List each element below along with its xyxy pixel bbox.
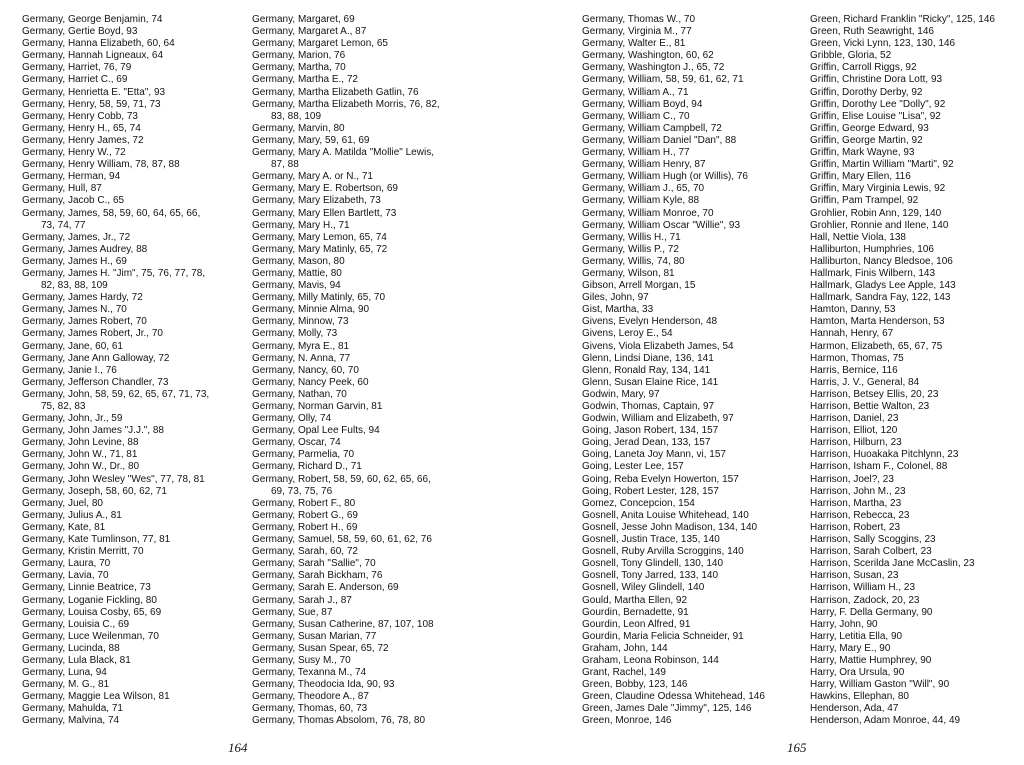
- index-entry: Harry, John, 90: [810, 618, 878, 630]
- index-entry: Gourdin, Maria Felicia Schneider, 91: [582, 630, 744, 642]
- index-entry-continuation: 83, 88, 109: [271, 110, 322, 122]
- index-entry: Germany, Molly, 73: [252, 328, 338, 340]
- index-entry: Germany, Milly Matinly, 65, 70: [252, 292, 386, 304]
- index-entry: Gribble, Gloria, 52: [810, 50, 892, 62]
- index-entry: Germany, Mary H., 71: [252, 219, 350, 231]
- index-entry: Germany, Lavia, 70: [22, 570, 109, 582]
- index-entry: Germany, James Hardy, 72: [22, 292, 143, 304]
- index-entry: Harry, Letitia Ella, 90: [810, 630, 903, 642]
- index-entry: Harrison, Huoakaka Pitchlynn, 23: [810, 449, 959, 461]
- index-entry: Grohlier, Robin Ann, 129, 140: [810, 207, 942, 219]
- index-entry: Halliburton, Nancy Bledsoe, 106: [810, 255, 953, 267]
- index-entry: Germany, William Boyd, 94: [582, 98, 703, 110]
- index-entry: Grant, Rachel, 149: [582, 667, 666, 679]
- index-entry: Harmon, Thomas, 75: [810, 352, 904, 364]
- index-entry: Germany, Henry James, 72: [22, 134, 144, 146]
- index-entry: Germany, Washington J., 65, 72: [582, 62, 725, 74]
- index-entry: Griffin, George Edward, 93: [810, 122, 929, 134]
- index-entry: Germany, Maggie Lea Wilson, 81: [22, 691, 170, 703]
- index-entry: Germany, James Robert, 70: [22, 316, 147, 328]
- index-entry: Germany, Wilson, 81: [582, 267, 675, 279]
- index-entry: Germany, Marvin, 80: [252, 122, 345, 134]
- index-entry: Germany, William H., 77: [582, 147, 690, 159]
- index-entry: Green, Vicki Lynn, 123, 130, 146: [810, 38, 956, 50]
- index-entry: Germany, Janie I., 76: [22, 364, 117, 376]
- index-entry: Going, Lester Lee, 157: [582, 461, 684, 473]
- index-entry: Harrison, Martha, 23: [810, 497, 902, 509]
- index-entry: Germany, Walter E., 81: [582, 38, 686, 50]
- index-entry: Harmon, Elizabeth, 65, 67, 75: [810, 340, 943, 352]
- index-entry: Germany, Thomas, 60, 73: [252, 703, 368, 715]
- index-entry: Germany, Parmelia, 70: [252, 449, 355, 461]
- index-entry-continuation: 73, 74, 77: [41, 219, 86, 231]
- index-entry: Germany, Linnie Beatrice, 73: [22, 582, 151, 594]
- index-entry: Givens, Leroy E., 54: [582, 328, 673, 340]
- index-entry: Hall, Nettie Viola, 138: [810, 231, 906, 243]
- index-entry: Germany, Margaret A., 87: [252, 26, 367, 38]
- index-entry: Griffin, Pam Trampel, 92: [810, 195, 919, 207]
- index-entry: Harrison, Betsey Ellis, 20, 23: [810, 388, 939, 400]
- index-entry: Green, Monroe, 146: [582, 715, 672, 727]
- index-entry-continuation: 69, 73, 75, 76: [271, 485, 333, 497]
- index-entry: Germany, Texanna M., 74: [252, 667, 367, 679]
- index-entry: Grohlier, Ronnie and Ilene, 140: [810, 219, 949, 231]
- index-entry: Going, Jerad Dean, 133, 157: [582, 437, 711, 449]
- index-entry: Germany, Hanna Elizabeth, 60, 64: [22, 38, 175, 50]
- index-entry: Germany, Nathan, 70: [252, 388, 347, 400]
- index-column-1: [22, 14, 258, 728]
- index-entry: Going, Robert Lester, 128, 157: [582, 485, 719, 497]
- index-entry: Germany, William Henry, 87: [582, 159, 706, 171]
- index-entry: Germany, Myra E., 81: [252, 340, 350, 352]
- index-entry: Germany, Henry Cobb, 73: [22, 110, 138, 122]
- index-entry: Germany, Luce Weilenman, 70: [22, 630, 159, 642]
- index-entry: Germany, Henry W., 72: [22, 147, 126, 159]
- index-entry: Harris, J. V., General, 84: [810, 376, 920, 388]
- index-entry: Griffin, Mary Ellen, 116: [810, 171, 911, 183]
- index-entry: Hallmark, Sandra Fay, 122, 143: [810, 292, 951, 304]
- index-entry: Green, Claudine Odessa Whitehead, 146: [582, 691, 765, 703]
- index-entry: Germany, Margaret, 69: [252, 14, 355, 25]
- index-entry: Germany, John W., 71, 81: [22, 449, 138, 461]
- index-entry: Harrison, Rebecca, 23: [810, 509, 910, 521]
- index-entry: Germany, John James "J.J.", 88: [22, 425, 164, 437]
- index-entry: Germany, James H., 69: [22, 255, 127, 267]
- index-entry: Gourdin, Bernadette, 91: [582, 606, 689, 618]
- index-entry: Germany, James, Jr., 72: [22, 231, 131, 243]
- index-entry: Germany, Oscar, 74: [252, 437, 341, 449]
- index-entry: Germany, William Monroe, 70: [582, 207, 714, 219]
- index-entry: Gosnell, Ruby Arvilla Scroggins, 140: [582, 546, 744, 558]
- index-entry: Germany, John Wesley "Wes", 77, 78, 81: [22, 473, 205, 485]
- index-entry: Germany, Mary, 59, 61, 69: [252, 134, 370, 146]
- index-entry: Germany, Loganie Fickling, 80: [22, 594, 157, 606]
- index-entry: Harrison, John M., 23: [810, 485, 906, 497]
- index-entry: Harry, Mattie Humphrey, 90: [810, 654, 932, 666]
- index-entry: Germany, Henrietta E. "Etta", 93: [22, 86, 166, 98]
- index-entry: Germany, Mavis, 94: [252, 280, 341, 292]
- index-entry: Harrison, Zadock, 20, 23: [810, 594, 920, 606]
- index-entry: Germany, Mattie, 80: [252, 267, 342, 279]
- index-entry: Germany, John Levine, 88: [22, 437, 139, 449]
- index-entry: Glenn, Susan Elaine Rice, 141: [582, 376, 719, 388]
- index-entry: Germany, Jane, 60, 61: [22, 340, 123, 352]
- index-entry: Germany, James Robert, Jr., 70: [22, 328, 163, 340]
- index-entry: Harrison, Isham F., Colonel, 88: [810, 461, 948, 473]
- index-entry-continuation: 87, 88: [271, 159, 299, 171]
- index-entry: Germany, Willis H., 71: [582, 231, 681, 243]
- index-entry: Germany, John W., Dr., 80: [22, 461, 140, 473]
- index-entry: Going, Reba Evelyn Howerton, 157: [582, 473, 739, 485]
- index-entry: Germany, Joseph, 58, 60, 62, 71: [22, 485, 167, 497]
- index-entry: Germany, Mary Matinly, 65, 72: [252, 243, 388, 255]
- index-entry: Harrison, Sarah Colbert, 23: [810, 546, 932, 558]
- index-entry: Germany, Kristin Merritt, 70: [22, 546, 144, 558]
- index-entry: Harrison, Daniel, 23: [810, 413, 899, 425]
- index-entry: Glenn, Ronald Ray, 134, 141: [582, 364, 711, 376]
- index-entry: Germany, Margaret Lemon, 65: [252, 38, 388, 50]
- index-column-4: [810, 14, 1022, 728]
- index-entry-continuation: 82, 83, 88, 109: [41, 280, 108, 292]
- index-entry: Germany, Julius A., 81: [22, 509, 122, 521]
- index-entry: Germany, Norman Garvin, 81: [252, 401, 383, 412]
- index-entry: Germany, William, 58, 59, 61, 62, 71: [582, 74, 744, 86]
- page-number-left: 164: [228, 740, 248, 755]
- index-entry: Griffin, Mary Virginia Lewis, 92: [810, 183, 946, 195]
- index-entry: Griffin, Mark Wayne, 93: [810, 147, 915, 159]
- index-entry: Hamton, Danny, 53: [810, 304, 896, 316]
- index-entry: Germany, Robert G., 69: [252, 509, 358, 521]
- index-entry: Harrison, Robert, 23: [810, 521, 901, 533]
- index-entry: Germany, Mary Lemon, 65, 74: [252, 231, 387, 243]
- index-entry: Germany, Minnie Alma, 90: [252, 304, 370, 316]
- index-entry: Graham, John, 144: [582, 642, 668, 654]
- index-entry: Griffin, Dorothy Lee "Dolly", 92: [810, 98, 946, 110]
- right-page: [512, 14, 1024, 754]
- index-entry: Germany, Lucinda, 88: [22, 642, 120, 654]
- index-entry: Germany, Kate, 81: [22, 521, 106, 533]
- index-entry-continuation: 75, 82, 83: [41, 401, 86, 412]
- index-entry: Germany, Sarah Bickham, 76: [252, 570, 383, 582]
- index-entry: Godwin, Thomas, Captain, 97: [582, 401, 715, 412]
- index-entry: Germany, Willis, 74, 80: [582, 255, 685, 267]
- index-entry: Germany, Olly, 74: [252, 413, 332, 425]
- index-entry: Hamton, Marta Henderson, 53: [810, 316, 945, 328]
- index-entry: Germany, Harriet C., 69: [22, 74, 128, 86]
- index-entry: Godwin, William and Elizabeth, 97: [582, 413, 734, 425]
- index-entry: Germany, Sarah J., 87: [252, 594, 352, 606]
- index-entry: Griffin, Elise Louise "Lisa", 92: [810, 110, 941, 122]
- index-entry: Germany, Willis P., 72: [582, 243, 679, 255]
- index-entry: Germany, Sarah "Sallie", 70: [252, 558, 376, 570]
- index-entry: Germany, John, 58, 59, 62, 65, 67, 71, 73,: [22, 388, 210, 400]
- index-entry: Germany, William Daniel "Dan", 88: [582, 134, 737, 146]
- index-entry: Hallmark, Finis Wilbern, 143: [810, 267, 936, 279]
- index-entry: Germany, Harriet, 76, 79: [22, 62, 132, 74]
- index-entry: Harris, Bernice, 116: [810, 364, 898, 376]
- index-entry: Germany, Susy M., 70: [252, 654, 351, 666]
- index-entry: Germany, Sarah, 60, 72: [252, 546, 358, 558]
- index-entry: Germany, Samuel, 58, 59, 60, 61, 62, 76: [252, 534, 432, 546]
- index-entry: Harry, F. Della Germany, 90: [810, 606, 933, 618]
- index-entry: Green, Richard Franklin "Ricky", 125, 146: [810, 14, 995, 25]
- index-entry: Germany, William A., 71: [582, 86, 689, 98]
- index-entry: Gibson, Arrell Morgan, 15: [582, 280, 696, 292]
- index-entry: Germany, N. Anna, 77: [252, 352, 351, 364]
- index-entry: Harrison, Sally Scoggins, 23: [810, 534, 936, 546]
- index-entry: Hannah, Henry, 67: [810, 328, 894, 340]
- index-entry: Germany, James Audrey, 88: [22, 243, 148, 255]
- index-entry: Germany, Martha, 70: [252, 62, 346, 74]
- index-entry: Germany, Mary A. Matilda "Mollie" Lewis,: [252, 147, 434, 159]
- index-entry: Germany, M. G., 81: [22, 679, 110, 691]
- index-entry: Germany, Martha Elizabeth Morris, 76, 82,: [252, 98, 440, 110]
- index-entry: Germany, Louisia C., 69: [22, 618, 130, 630]
- index-entry: Germany, William Oscar "Willie", 93: [582, 219, 741, 231]
- index-entry: Germany, Nancy, 60, 70: [252, 364, 359, 376]
- index-entry: Gosnell, Wiley Glindell, 140: [582, 582, 705, 594]
- index-entry: Germany, Minnow, 73: [252, 316, 349, 328]
- index-entry: Germany, Gertie Boyd, 93: [22, 26, 138, 38]
- index-entry: Germany, Juel, 80: [22, 497, 103, 509]
- index-entry: Germany, Hannah Ligneaux, 64: [22, 50, 164, 62]
- index-entry: Germany, Richard D., 71: [252, 461, 362, 473]
- index-entry: Germany, Mary Elizabeth, 73: [252, 195, 381, 207]
- index-entry: Harry, Ora Ursula, 90: [810, 667, 905, 679]
- page-number-right: 165: [787, 740, 807, 755]
- index-entry: Givens, Viola Elizabeth James, 54: [582, 340, 734, 352]
- index-entry: Germany, Malvina, 74: [22, 715, 120, 727]
- index-entry: Germany, Sarah E. Anderson, 69: [252, 582, 399, 594]
- index-column-3: [582, 14, 818, 728]
- index-entry: Germany, Mary Ellen Bartlett, 73: [252, 207, 397, 219]
- index-entry: Hallmark, Gladys Lee Apple, 143: [810, 280, 956, 292]
- index-entry: Griffin, Dorothy Derby, 92: [810, 86, 923, 98]
- index-entry: Germany, Herman, 94: [22, 171, 121, 183]
- index-entry: Germany, Jane Ann Galloway, 72: [22, 352, 170, 364]
- index-entry: Germany, Robert, 58, 59, 60, 62, 65, 66,: [252, 473, 431, 485]
- index-entry: Henderson, Ada, 47: [810, 703, 899, 715]
- index-entry: Glenn, Lindsi Diane, 136, 141: [582, 352, 714, 364]
- index-entry: Germany, John, Jr., 59: [22, 413, 123, 425]
- index-entry: Griffin, George Martin, 92: [810, 134, 923, 146]
- index-entry: Germany, Laura, 70: [22, 558, 111, 570]
- index-entry: Germany, Washington, 60, 62: [582, 50, 714, 62]
- index-entry: Germany, Kate Tumlinson, 77, 81: [22, 534, 171, 546]
- index-entry: Germany, George Benjamin, 74: [22, 14, 163, 25]
- index-entry: Gosnell, Jesse John Madison, 134, 140: [582, 521, 758, 533]
- index-entry: Germany, Mary E. Robertson, 69: [252, 183, 398, 195]
- index-entry: Harrison, William H., 23: [810, 582, 916, 594]
- index-entry: Germany, Robert H., 69: [252, 521, 358, 533]
- index-entry: Givens, Evelyn Henderson, 48: [582, 316, 718, 328]
- index-entry: Germany, Susan Marian, 77: [252, 630, 377, 642]
- index-entry: Germany, Louisa Cosby, 65, 69: [22, 606, 162, 618]
- index-entry: Germany, Lula Black, 81: [22, 654, 131, 666]
- index-entry: Germany, William J., 65, 70: [582, 183, 705, 195]
- index-entry: Gourdin, Leon Alfred, 91: [582, 618, 691, 630]
- left-page: [0, 14, 512, 754]
- index-entry: Germany, Robert F., 80: [252, 497, 356, 509]
- index-entry: Germany, William Hugh (or Willis), 76: [582, 171, 748, 183]
- index-entry: Germany, Mahulda, 71: [22, 703, 123, 715]
- index-entry: Gosnell, Tony Jarred, 133, 140: [582, 570, 719, 582]
- index-entry: Germany, William C., 70: [582, 110, 690, 122]
- index-entry: Germany, William Campbell, 72: [582, 122, 722, 134]
- index-entry: Harrison, Bettie Walton, 23: [810, 401, 930, 412]
- index-entry: Harrison, Hilburn, 23: [810, 437, 902, 449]
- index-entry: Green, Bobby, 123, 146: [582, 679, 688, 691]
- index-entry: Griffin, Martin William "Marti", 92: [810, 159, 954, 171]
- index-entry: Germany, Susan Catherine, 87, 107, 108: [252, 618, 434, 630]
- index-entry: Germany, Henry, 58, 59, 71, 73: [22, 98, 161, 110]
- index-entry: Germany, Thomas W., 70: [582, 14, 696, 25]
- index-entry: Gould, Martha Ellen, 92: [582, 594, 688, 606]
- index-entry: Halliburton, Humphries, 106: [810, 243, 934, 255]
- index-entry: Germany, Theodore A., 87: [252, 691, 369, 703]
- index-entry: Germany, Henry H., 65, 74: [22, 122, 141, 134]
- index-entry: Harrison, Susan, 23: [810, 570, 899, 582]
- index-entry: Harrison, Joel?, 23: [810, 473, 894, 485]
- index-entry: Germany, Jacob C., 65: [22, 195, 125, 207]
- index-entry: Germany, Sue, 87: [252, 606, 333, 618]
- index-entry: Germany, William Kyle, 88: [582, 195, 700, 207]
- index-entry: Harrison, Scerilda Jane McCaslin, 23: [810, 558, 975, 570]
- index-entry: Griffin, Carroll Riggs, 92: [810, 62, 917, 74]
- index-entry: Germany, Marion, 76: [252, 50, 346, 62]
- index-entry: Henderson, Adam Monroe, 44, 49: [810, 715, 961, 727]
- index-entry: Germany, Martha Elizabeth Gatlin, 76: [252, 86, 419, 98]
- index-entry: Germany, Mary A. or N., 71: [252, 171, 373, 183]
- index-entry: Graham, Leona Robinson, 144: [582, 654, 719, 666]
- index-entry: Germany, Hull, 87: [22, 183, 102, 195]
- index-entry: Germany, James H. "Jim", 75, 76, 77, 78,: [22, 267, 206, 279]
- index-entry: Godwin, Mary, 97: [582, 388, 660, 400]
- index-entry: Going, Jason Robert, 134, 157: [582, 425, 719, 437]
- index-entry: Germany, Nancy Peek, 60: [252, 376, 369, 388]
- index-entry: Harry, William Gaston "Will", 90: [810, 679, 950, 691]
- index-entry: Germany, Mason, 80: [252, 255, 345, 267]
- index-entry: Gist, Martha, 33: [582, 304, 654, 316]
- index-entry: Green, Ruth Seawright, 146: [810, 26, 934, 38]
- index-column-2: [252, 14, 488, 728]
- index-entry: Gosnell, Tony Glindell, 130, 140: [582, 558, 724, 570]
- index-entry: Hawkins, Ellephan, 80: [810, 691, 909, 703]
- index-entry: Germany, Susan Spear, 65, 72: [252, 642, 389, 654]
- index-entry: Germany, James N., 70: [22, 304, 127, 316]
- index-entry: Gosnell, Justin Trace, 135, 140: [582, 534, 720, 546]
- index-entry: Germany, Martha E., 72: [252, 74, 358, 86]
- index-entry: Harrison, Elliot, 120: [810, 425, 898, 437]
- index-entry: Harry, Mary E., 90: [810, 642, 891, 654]
- index-entry: Gomez, Concepcion, 154: [582, 497, 695, 509]
- index-entry: Germany, Thomas Absolom, 76, 78, 80: [252, 715, 426, 727]
- index-entry: Griffin, Christine Dora Lott, 93: [810, 74, 943, 86]
- index-entry: Giles, John, 97: [582, 292, 649, 304]
- index-entry: Going, Laneta Joy Mann, vi, 157: [582, 449, 726, 461]
- index-entry: Germany, Opal Lee Fults, 94: [252, 425, 380, 437]
- index-entry: Germany, James, 58, 59, 60, 64, 65, 66,: [22, 207, 201, 219]
- index-entry: Germany, Jefferson Chandler, 73: [22, 376, 169, 388]
- index-entry: Germany, Henry William, 78, 87, 88: [22, 159, 180, 171]
- index-entry: Green, James Dale "Jimmy", 125, 146: [582, 703, 752, 715]
- index-entry: Germany, Luna, 94: [22, 667, 107, 679]
- index-entry: Germany, Virginia M., 77: [582, 26, 692, 38]
- index-entry: Gosnell, Anita Louise Whitehead, 140: [582, 509, 749, 521]
- index-entry: Germany, Theodocia Ida, 90, 93: [252, 679, 395, 691]
